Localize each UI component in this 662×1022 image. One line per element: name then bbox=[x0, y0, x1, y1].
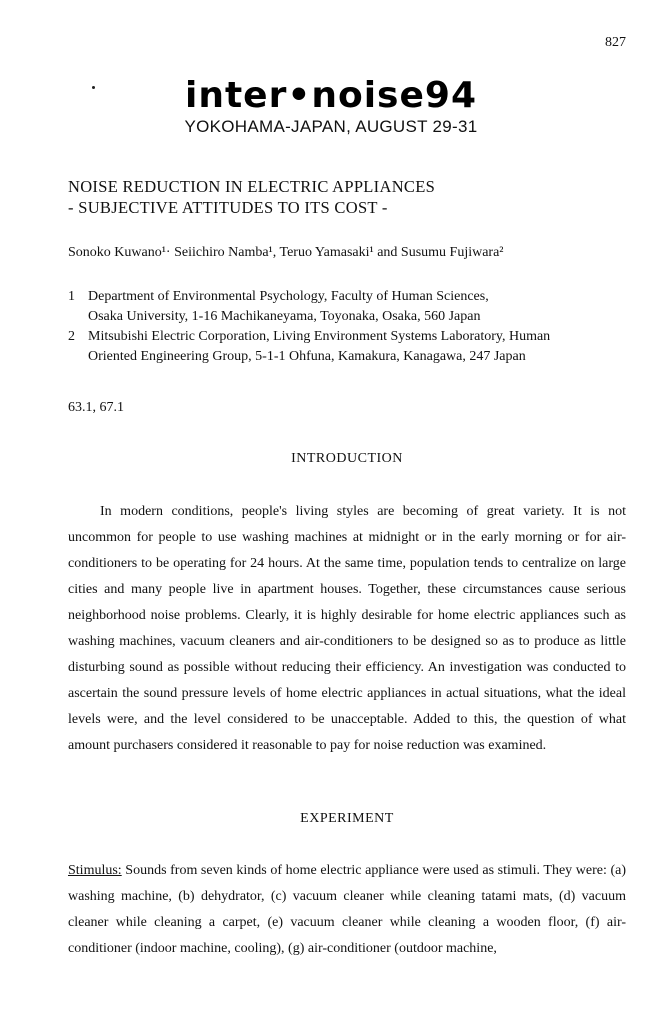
affiliation-item bbox=[68, 327, 628, 367]
stimulus-paragraph bbox=[68, 858, 626, 962]
introduction-paragraph: In modern conditions, people's living styles are becoming of great variety. It is not uncommon for people to use washing machines at midnight or in the early morning or for air-conditioners to be operating for 24 hours. At the same time, population tends to centralize on large cities and many people live in apartment houses. Together, these circumstances cause serious neighborhood noise problems. Clearly, it is highly desirable for home electric appliances such as washing machines, vacuum cleaners and air-conditioners to be designed so as to produce as little disturbing sound as possible without reducing their efficiency. An investigation was conducted to ascertain the sound pressure levels of home electric appliances in actual situations, what the ideal levels were, and the level considered to be unacceptable. Added to this, the question of what amount purchasers considered it reasonable to pay for noise reduction was examined. bbox=[68, 504, 626, 753]
experiment-heading: EXPERIMENT bbox=[300, 811, 394, 826]
affiliation-line: Oriented Engineering Group, 5-1-1 Ohfuna, Kamakura, Kanagawa, 247 Japan bbox=[88, 349, 526, 364]
affiliation-number: 1 bbox=[68, 289, 75, 304]
affiliation-line: Mitsubishi Electric Corporation, Living Environment Systems Laboratory, Human bbox=[88, 329, 551, 344]
affiliation-list bbox=[68, 287, 628, 367]
affiliation-number: 2 bbox=[68, 329, 75, 344]
stimulus-run-in-heading: Stimulus: bbox=[68, 863, 122, 878]
title-line-1: NOISE REDUCTION IN ELECTRIC APPLIANCES bbox=[68, 177, 436, 196]
stimulus-text: Sounds from seven kinds of home electric appliance were used as stimuli. They were: (a) washing machine, (b) dehydrator, (c) vacuum cleaner while cleaning tatami mats, (d) vacuum cleaner while cleaning a carpet, (e) vacuum cleaner while cleaning a wooden floor, (f) air-conditioner (indoor machine, cooling), (g) air-conditioner (outdoor machine, bbox=[68, 863, 626, 956]
conference-logo: inter•noise94 bbox=[185, 75, 477, 116]
affiliation-line: Osaka University, 1-16 Machikaneyama, Toyonaka, Osaka, 560 Japan bbox=[88, 309, 481, 324]
pacs-codes: 63.1, 67.1 bbox=[68, 400, 124, 415]
page-number: 827 bbox=[605, 35, 626, 50]
affiliation-item bbox=[68, 287, 628, 327]
author-list: Sonoko Kuwano¹· Seiichiro Namba¹, Teruo Yamasaki¹ and Susumu Fujiwara² bbox=[68, 245, 504, 260]
conference-location: YOKOHAMA-JAPAN, AUGUST 29-31 bbox=[184, 117, 478, 136]
affiliation-text bbox=[88, 327, 550, 367]
title-line-2: - SUBJECTIVE ATTITUDES TO ITS COST - bbox=[68, 198, 388, 217]
affiliation-line: Department of Environmental Psychology, Faculty of Human Sciences, bbox=[88, 289, 489, 304]
paper-title bbox=[68, 176, 435, 218]
affiliation-text bbox=[88, 287, 489, 327]
introduction-heading: INTRODUCTION bbox=[291, 451, 403, 466]
